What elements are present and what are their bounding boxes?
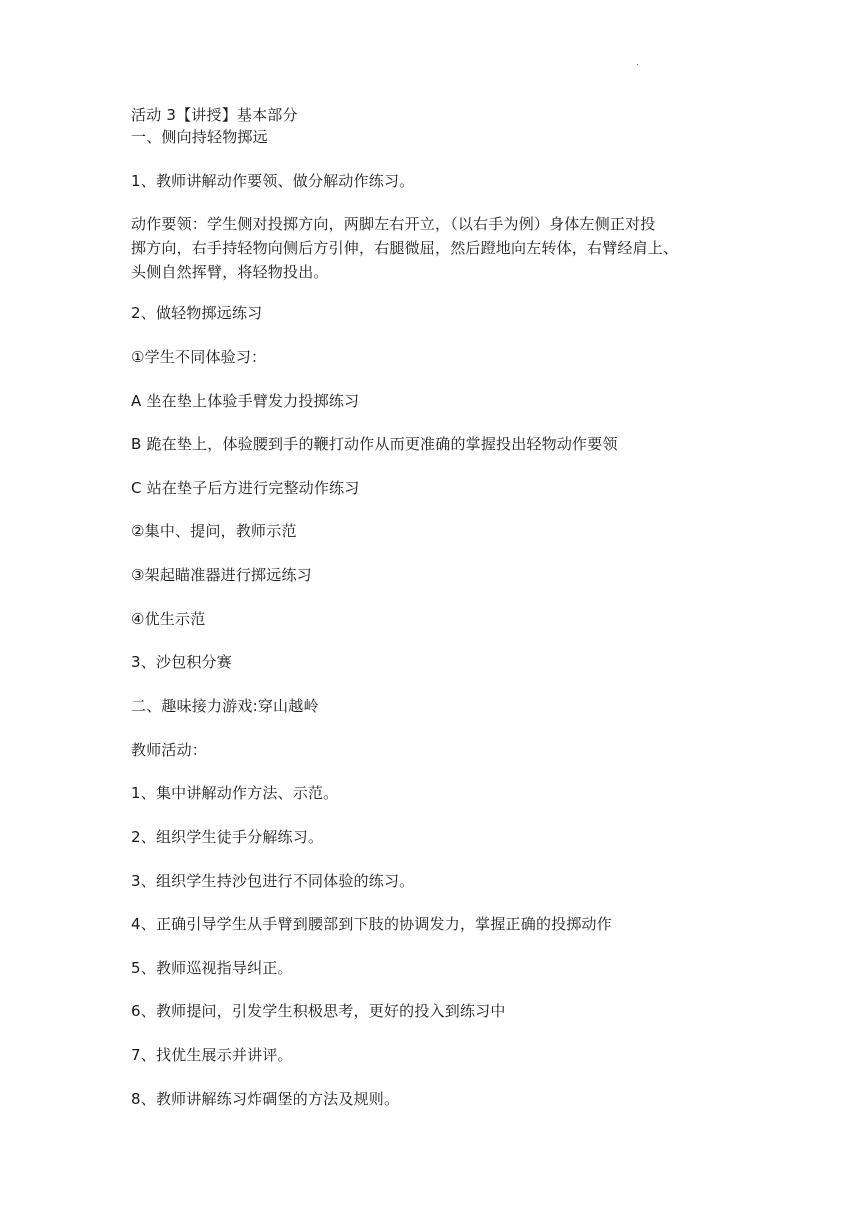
teacher-item: 6、教师提问，引发学生积极思考，更好的投入到练习中 [131, 1002, 506, 1020]
essentials-line-3: 头侧自然挥臂，将轻物投出。 [131, 263, 329, 281]
list-item-c: C 站在垫子后方进行完整动作练习 [131, 479, 360, 497]
section1-step3: 3、沙包积分赛 [131, 653, 232, 671]
teacher-item: 3、组织学生持沙包进行不同体验的练习。 [131, 872, 415, 890]
activity-title: 活动 3【讲授】基本部分 [131, 106, 298, 124]
teacher-item: 8、教师讲解练习炸碉堡的方法及规则。 [131, 1090, 400, 1108]
sub-item-4: ④优生示范 [131, 610, 206, 628]
essentials-line-2: 掷方向，右手持轻物向侧后方引伸，右腿微屈，然后蹬地向左转体，右臂经肩上、 [131, 239, 679, 257]
sub-item-2: ②集中、提问，教师示范 [131, 522, 297, 540]
sub-item-3: ③架起瞄准器进行掷远练习 [131, 566, 312, 584]
essentials-line-1: 动作要领：学生侧对投掷方向，两脚左右开立，（以右手为例）身体左侧正对投 [131, 215, 656, 233]
section2-heading: 二、趣味接力游戏:穿山越岭 [131, 697, 319, 715]
teacher-activity-label: 教师活动： [131, 741, 208, 759]
section1-heading: 一、侧向持轻物掷远 [131, 128, 268, 146]
section1-step2: 2、做轻物掷远练习 [131, 304, 263, 322]
teacher-item: 2、组织学生徒手分解练习。 [131, 828, 324, 846]
header-mark: . [636, 58, 639, 68]
teacher-item: 4、正确引导学生从手臂到腰部到下肢的协调发力，掌握正确的投掷动作 [131, 915, 612, 933]
sub-item-1: ①学生不同体验习： [131, 348, 267, 366]
list-item-b: B 跪在垫上，体验腰到手的鞭打动作从而更准确的掌握投出轻物动作要领 [131, 435, 618, 453]
teacher-item: 1、集中讲解动作方法、示范。 [131, 784, 339, 802]
section1-step1: 1、教师讲解动作要领、做分解动作练习。 [131, 172, 415, 190]
teacher-item: 7、找优生展示并讲评。 [131, 1046, 293, 1064]
list-item-a: A 坐在垫上体验手臂发力投掷练习 [131, 392, 360, 410]
teacher-item: 5、教师巡视指导纠正。 [131, 959, 293, 977]
